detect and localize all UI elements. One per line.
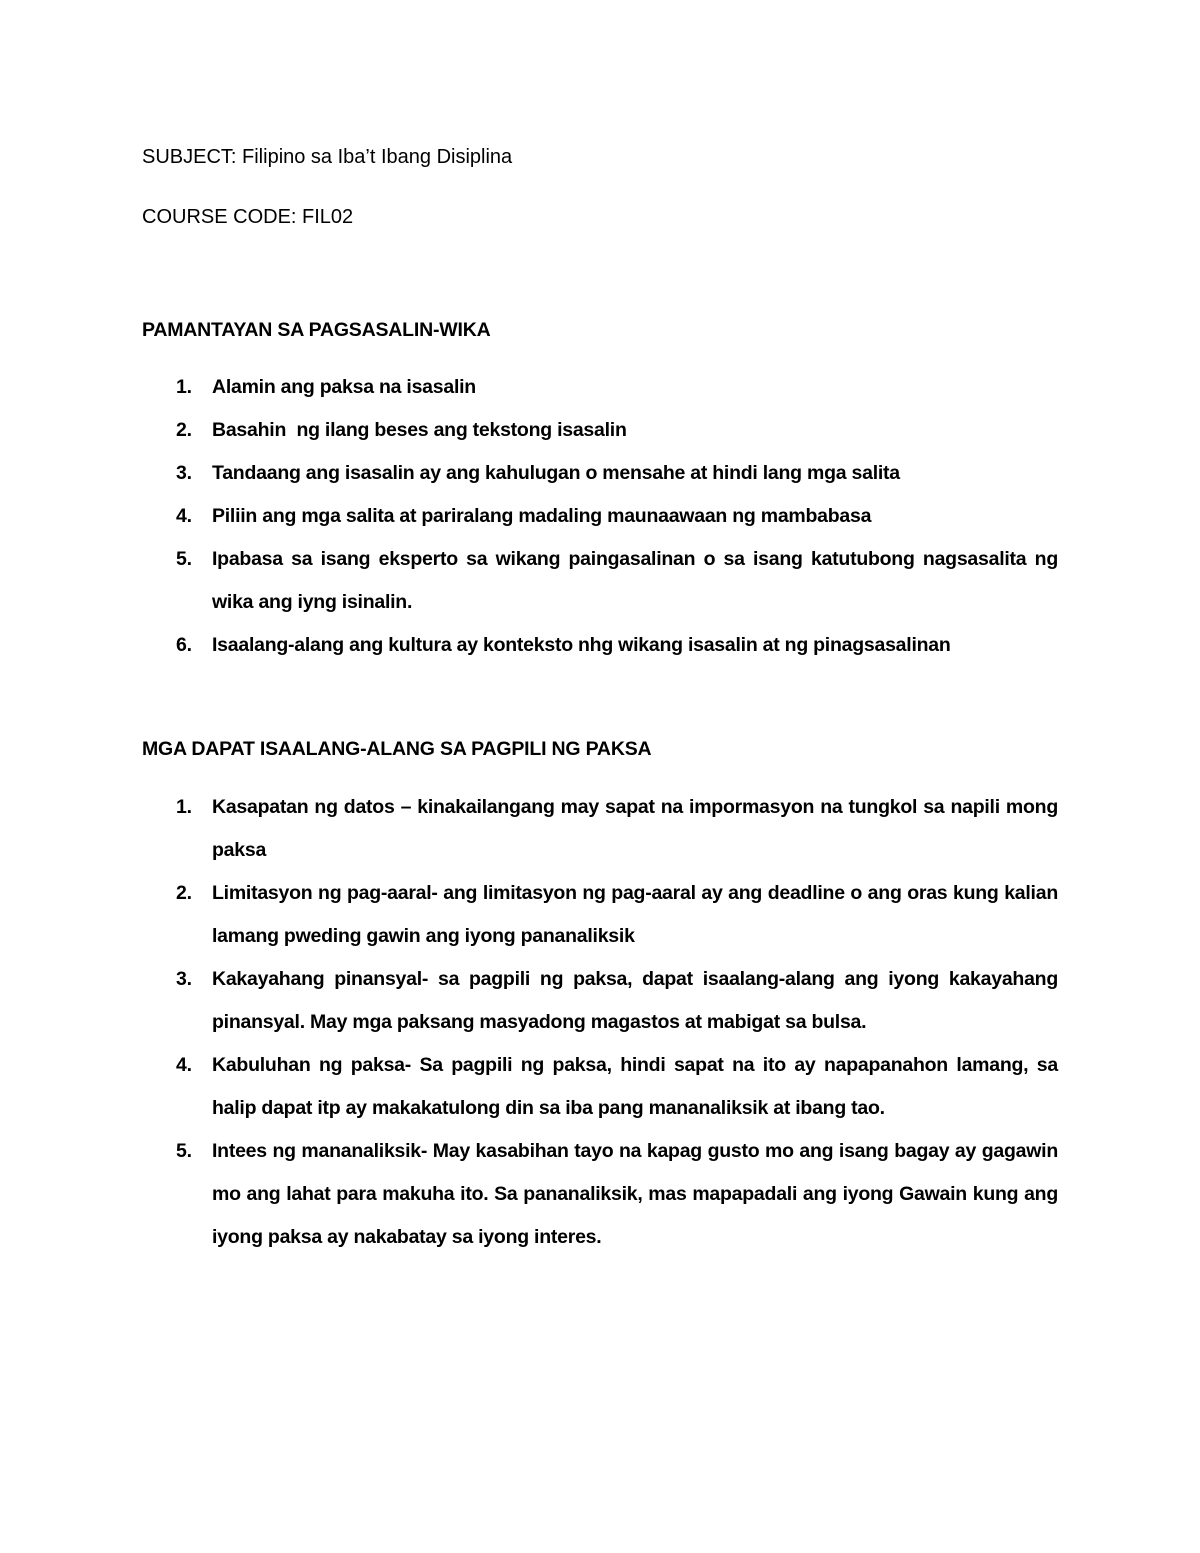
list-item — [142, 538, 1058, 624]
list-item-text: Intees ng mananaliksik- May kasabihan tayo na kapag gusto mo ang isang bagay ay gagawin mo ang lahat para makuha ito. Sa pananaliksik, mas mapapadali ang iyong Gawain kung ang iyong paksa ay nakabatay sa iyong interes. — [212, 1140, 1058, 1248]
list-item-number: 1. — [176, 796, 192, 818]
list-item-number: 3. — [176, 462, 192, 484]
list-item-text: Limitasyon ng pag-aaral- ang limitasyon ng pag-aaral ay ang deadline o ang oras kung kalian lamang pweding gawin ang iyong pananaliksik — [212, 882, 1058, 947]
list-item-number: 4. — [176, 505, 192, 527]
list-item-text: Isaalang-alang ang kultura ay konteksto nhg wikang isasalin at ng pinagsasalinan — [212, 634, 951, 656]
list-item — [142, 872, 1058, 958]
list-item — [142, 1044, 1058, 1130]
list-item — [142, 1130, 1058, 1259]
section1-list — [142, 366, 1058, 667]
section2-title: MGA DAPAT ISAALANG-ALANG SA PAGPILI NG PAKSA — [142, 738, 652, 760]
list-item — [142, 452, 1058, 495]
subject-line: SUBJECT: Filipino sa Iba’t Ibang Disiplina — [142, 146, 513, 168]
course-code-line: COURSE CODE: FIL02 — [142, 206, 354, 228]
list-item-text: Basahin ng ilang beses ang tekstong isasalin — [212, 419, 627, 441]
list-item-text: Kasapatan ng datos – kinakailangang may sapat na impormasyon na tungkol sa napili mong paksa — [212, 796, 1058, 861]
list-item — [142, 409, 1058, 452]
list-item — [142, 366, 1058, 409]
list-item-text: Piliin ang mga salita at pariralang madaling maunaawaan ng mambabasa — [212, 505, 872, 527]
list-item-text: Kabuluhan ng paksa- Sa pagpili ng paksa, hindi sapat na ito ay napapanahon lamang, sa halip dapat itp ay makakatulong din sa iba pang mananaliksik at ibang tao. — [212, 1054, 1058, 1119]
section2-list — [142, 786, 1058, 1259]
list-item-text: Kakayahang pinansyal- sa pagpili ng paksa, dapat isaalang-alang ang iyong kakayahang pinansyal. May mga paksang masyadong magastos at mabigat sa bulsa. — [212, 968, 1058, 1033]
list-item-number: 1. — [176, 376, 192, 398]
list-item-text: Tandaang ang isasalin ay ang kahulugan o mensahe at hindi lang mga salita — [212, 462, 900, 484]
list-item-text: Alamin ang paksa na isasalin — [212, 376, 476, 398]
list-item-number: 2. — [176, 882, 192, 904]
list-item — [142, 786, 1058, 872]
list-item — [142, 624, 1058, 667]
list-item-text: Ipabasa sa isang eksperto sa wikang paingasalinan o sa isang katutubong nagsasalita ng wika ang iyng isinalin. — [212, 548, 1058, 613]
list-item-number: 4. — [176, 1054, 192, 1076]
list-item-number: 2. — [176, 419, 192, 441]
list-item-number: 5. — [176, 548, 192, 570]
list-item-number: 3. — [176, 968, 192, 990]
list-item-number: 5. — [176, 1140, 192, 1162]
list-item-number: 6. — [176, 634, 192, 656]
list-item — [142, 958, 1058, 1044]
list-item — [142, 495, 1058, 538]
section1-title: PAMANTAYAN SA PAGSASALIN-WIKA — [142, 319, 491, 341]
